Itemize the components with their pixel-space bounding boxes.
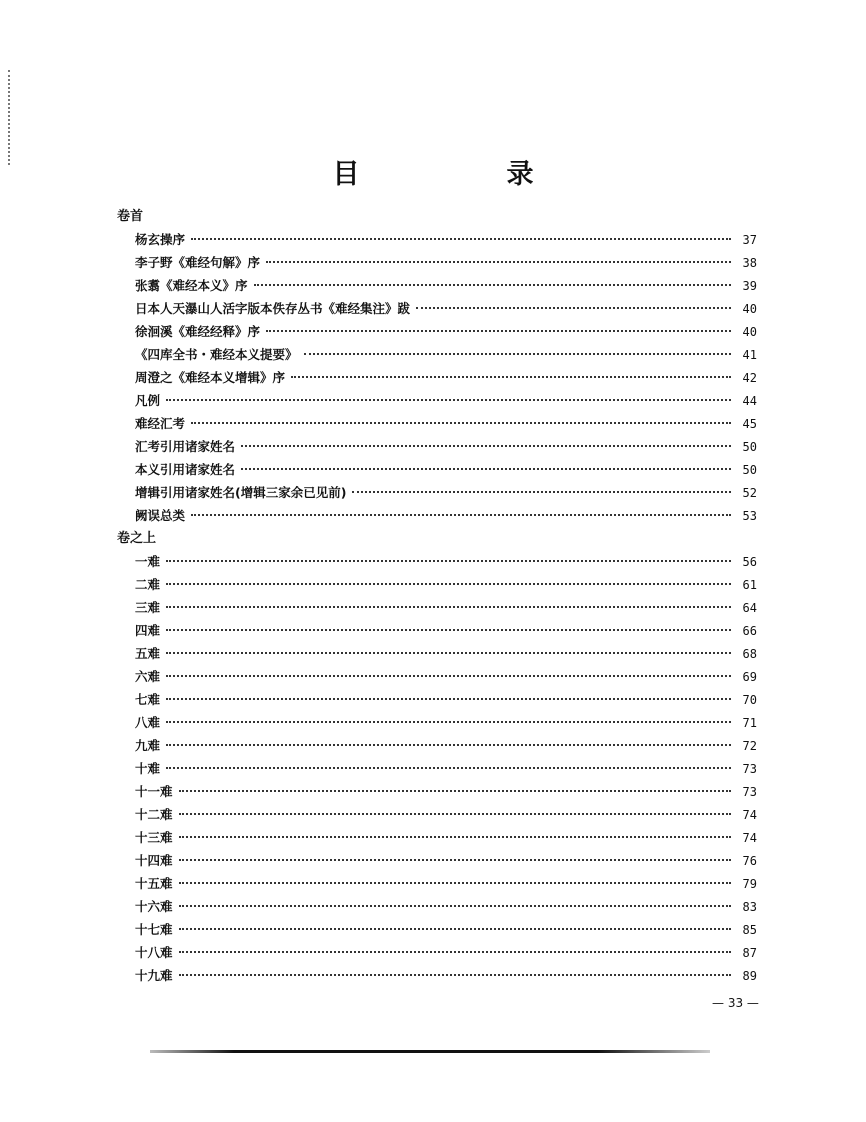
- toc-entry[interactable]: [117, 320, 757, 343]
- toc-entry[interactable]: [117, 343, 757, 366]
- entry-page: 37: [742, 233, 757, 247]
- dot-leader: [241, 445, 731, 447]
- toc-entry[interactable]: [117, 228, 757, 251]
- entry-label: 四难: [135, 623, 161, 638]
- entry-page: 42: [742, 371, 757, 385]
- entry-page: 76: [742, 854, 757, 868]
- entry-label: 三难: [135, 600, 161, 615]
- dot-leader: [179, 951, 731, 953]
- bottom-rule: [150, 1050, 710, 1053]
- dot-leader: [179, 928, 731, 930]
- dot-leader: [166, 399, 731, 401]
- entry-label: 十二难: [135, 807, 173, 822]
- entry-page: 83: [742, 900, 757, 914]
- entry-label: 张翥《难经本义》序: [135, 278, 248, 293]
- toc-entry[interactable]: [117, 596, 757, 619]
- dot-leader: [166, 721, 731, 723]
- toc-entry[interactable]: [117, 941, 757, 964]
- toc-entry[interactable]: [117, 711, 757, 734]
- table-of-contents: [117, 205, 757, 987]
- toc-entry[interactable]: [117, 389, 757, 412]
- scan-margin-marks: [8, 70, 13, 165]
- entry-label: 一难: [135, 554, 161, 569]
- entry-label: 日本人天瀑山人活字版本佚存丛书《难经集注》跋: [135, 301, 411, 316]
- entry-label: 十八难: [135, 945, 173, 960]
- entry-label: 李子野《难经句解》序: [135, 255, 261, 270]
- entry-page: 50: [742, 440, 757, 454]
- toc-entry[interactable]: [117, 274, 757, 297]
- section-heading: 卷首: [117, 209, 144, 224]
- toc-entry[interactable]: [117, 826, 757, 849]
- toc-entry[interactable]: [117, 642, 757, 665]
- entry-label: 难经汇考: [135, 416, 186, 431]
- entry-label: 《四库全书・难经本义提要》: [135, 347, 298, 362]
- entry-page: 38: [742, 256, 757, 270]
- entry-page: 70: [742, 693, 757, 707]
- entry-page: 71: [742, 716, 757, 730]
- entry-page: 52: [742, 486, 757, 500]
- dot-leader: [179, 905, 731, 907]
- dot-leader: [166, 606, 731, 608]
- dot-leader: [241, 468, 731, 470]
- entry-label: 六难: [135, 669, 161, 684]
- toc-entry[interactable]: [117, 872, 757, 895]
- entry-page: 79: [742, 877, 757, 891]
- entry-label: 十四难: [135, 853, 173, 868]
- entry-label: 十九难: [135, 968, 173, 983]
- entry-page: 73: [742, 785, 757, 799]
- entry-page: 87: [742, 946, 757, 960]
- entry-page: 66: [742, 624, 757, 638]
- dot-leader: [304, 353, 731, 355]
- page-title: 目 录: [332, 159, 594, 190]
- entry-label: 增辑引用诸家姓名(增辑三家余已见前): [135, 485, 347, 500]
- entry-page: 41: [742, 348, 757, 362]
- toc-entry[interactable]: [117, 895, 757, 918]
- entry-page: 64: [742, 601, 757, 615]
- dot-leader: [179, 836, 731, 838]
- entry-page: 72: [742, 739, 757, 753]
- toc-entry[interactable]: [117, 734, 757, 757]
- toc-entry[interactable]: [117, 458, 757, 481]
- dot-leader: [166, 560, 731, 562]
- entry-label: 十六难: [135, 899, 173, 914]
- entry-page: 68: [742, 647, 757, 661]
- dot-leader: [166, 629, 731, 631]
- toc-entry[interactable]: [117, 964, 757, 987]
- toc-entry[interactable]: [117, 481, 757, 504]
- entry-page: 69: [742, 670, 757, 684]
- entry-page: 74: [742, 808, 757, 822]
- entry-label: 二难: [135, 577, 161, 592]
- entry-page: 73: [742, 762, 757, 776]
- entry-page: 56: [742, 555, 757, 569]
- toc-entry[interactable]: [117, 251, 757, 274]
- toc-entry[interactable]: [117, 780, 757, 803]
- dot-leader: [191, 238, 731, 240]
- toc-entry[interactable]: [117, 665, 757, 688]
- toc-entry[interactable]: [117, 366, 757, 389]
- entry-label: 十五难: [135, 876, 173, 891]
- entry-label: 八难: [135, 715, 161, 730]
- dot-leader: [191, 514, 731, 516]
- entry-page: 89: [742, 969, 757, 983]
- page-number: — 33 —: [712, 996, 759, 1010]
- entry-label: 九难: [135, 738, 161, 753]
- entry-label: 七难: [135, 692, 161, 707]
- entry-label: 十一难: [135, 784, 173, 799]
- entry-label: 本义引用诸家姓名: [135, 462, 236, 477]
- dot-leader: [166, 583, 731, 585]
- dot-leader: [352, 491, 731, 493]
- entry-page: 50: [742, 463, 757, 477]
- entry-label: 汇考引用诸家姓名: [135, 439, 236, 454]
- entry-label: 徐洄溪《难经经释》序: [135, 324, 261, 339]
- dot-leader: [166, 767, 731, 769]
- dot-leader: [291, 376, 731, 378]
- entry-page: 45: [742, 417, 757, 431]
- toc-entry[interactable]: [117, 918, 757, 941]
- toc-entry[interactable]: [117, 757, 757, 780]
- entry-label: 十难: [135, 761, 161, 776]
- toc-entry[interactable]: [117, 619, 757, 642]
- entry-page: 85: [742, 923, 757, 937]
- toc-entry[interactable]: [117, 297, 757, 320]
- entry-page: 53: [742, 509, 757, 523]
- dot-leader: [179, 974, 731, 976]
- dot-leader: [166, 652, 731, 654]
- entry-page: 44: [742, 394, 757, 408]
- entry-label: 十七难: [135, 922, 173, 937]
- toc-entry[interactable]: [117, 849, 757, 872]
- entry-page: 40: [742, 302, 757, 316]
- toc-entry[interactable]: [117, 550, 757, 573]
- dot-leader: [166, 698, 731, 700]
- entry-page: 39: [742, 279, 757, 293]
- entry-label: 十三难: [135, 830, 173, 845]
- toc-entry[interactable]: [117, 435, 757, 458]
- dot-leader: [166, 744, 731, 746]
- dot-leader: [179, 882, 731, 884]
- entry-page: 61: [742, 578, 757, 592]
- dot-leader: [254, 284, 731, 286]
- entry-label: 杨玄操序: [135, 232, 186, 247]
- entry-page: 74: [742, 831, 757, 845]
- dot-leader: [266, 330, 731, 332]
- section-heading: 卷之上: [117, 531, 157, 546]
- dot-leader: [179, 790, 731, 792]
- entry-label: 阙误总类: [135, 508, 186, 523]
- toc-entry[interactable]: [117, 573, 757, 596]
- dot-leader: [179, 859, 731, 861]
- entry-page: 40: [742, 325, 757, 339]
- dot-leader: [179, 813, 731, 815]
- dot-leader: [416, 307, 731, 309]
- dot-leader: [166, 675, 731, 677]
- toc-entry[interactable]: [117, 504, 757, 527]
- entry-label: 五难: [135, 646, 161, 661]
- toc-entry[interactable]: [117, 803, 757, 826]
- entry-label: 周澄之《难经本义增辑》序: [135, 370, 286, 385]
- entry-label: 凡例: [135, 393, 161, 408]
- dot-leader: [266, 261, 731, 263]
- dot-leader: [191, 422, 731, 424]
- toc-entry[interactable]: [117, 412, 757, 435]
- toc-entry[interactable]: [117, 688, 757, 711]
